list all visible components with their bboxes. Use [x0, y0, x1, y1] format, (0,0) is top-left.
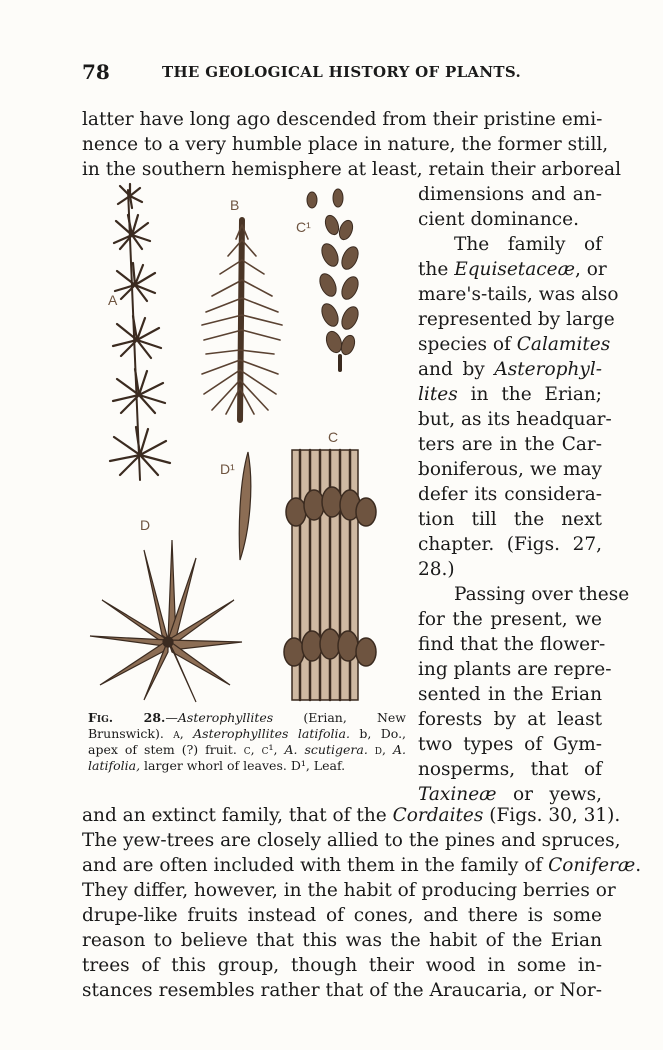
text-line: The yew-trees are closely allied to the pines and spruces,	[82, 830, 621, 851]
text-line: sented in the Erian	[418, 684, 602, 705]
caption-a-label: a,	[173, 726, 194, 741]
text-line: Passing over these	[454, 584, 630, 605]
specimen-a-stem-icon	[110, 184, 170, 480]
caption-d-name: A. latifolia,	[88, 742, 406, 773]
text-line: forests by at least	[418, 709, 602, 730]
text-line: but, as its headquar-	[418, 409, 612, 430]
text-line: lites in the Erian;	[418, 384, 602, 405]
caption-d1-text: D¹, Leaf.	[290, 758, 346, 773]
text-line: trees of this group, though their wood in some in-	[82, 955, 602, 976]
specimen-d-whorl-icon	[90, 540, 242, 702]
text-line: nence to a very humble place in nature, the former still,	[82, 134, 609, 155]
figure-28	[84, 180, 414, 710]
text-line: They differ, however, in the habit of producing berries or	[82, 880, 616, 901]
figure-number: Fig. 28.	[88, 710, 166, 725]
text-line: reason to believe that this was the habit of the Erian	[82, 930, 602, 951]
caption-genus: Asterophyllites	[177, 710, 274, 725]
label-d: D	[140, 517, 151, 533]
caption-b-text: b, Do., apex of stem (?) fruit.	[88, 726, 407, 757]
specimen-c1-spike-icon	[307, 189, 361, 370]
text-line: 28.)	[418, 559, 455, 580]
text-line: find that the flower-	[418, 634, 606, 655]
text-line: nosperms, that of	[418, 759, 602, 780]
label-b: B	[230, 197, 240, 213]
caption-a-name: Asterophyllites latifolia.	[193, 726, 350, 741]
text-line: cient dominance.	[418, 209, 579, 230]
text-line: represented by large	[418, 309, 615, 330]
caption-c-name: A. scutigera.	[284, 742, 368, 757]
label-a: A	[108, 292, 118, 308]
text-line: chapter. (Figs. 27,	[418, 534, 602, 555]
caption-locality: (Erian, New Brunswick).	[88, 710, 406, 741]
text-line: and an extinct family, that of the Cordaites (Figs. 30, 31).	[82, 805, 621, 826]
running-title: THE GEOLOGICAL HISTORY OF PLANTS.	[162, 63, 521, 81]
text-line: boniferous, we may	[418, 459, 602, 480]
text-line: The family of	[454, 234, 602, 255]
caption-dash: —	[165, 710, 178, 725]
text-line: mare's-tails, was also	[418, 284, 619, 305]
text-line: in the southern hemisphere at least, retain their arboreal	[82, 159, 621, 180]
caption-d-label: d,	[367, 742, 393, 757]
text-line: drupe-like fruits instead of cones, and there is some	[82, 905, 602, 926]
specimen-b-apex-icon	[202, 220, 282, 420]
figure-caption	[88, 710, 406, 774]
text-line: stances resembles rather that of the Araucaria, or Nor-	[82, 980, 602, 1001]
text-line: dimensions and an-	[418, 184, 602, 205]
text-line: two types of Gym-	[418, 734, 602, 755]
caption-d-text: larger whorl of leaves.	[140, 758, 291, 773]
text-line: defer its considera-	[418, 484, 602, 505]
text-line: and are often included with them in the family of Coniferæ.	[82, 855, 642, 876]
caption-c-labels: c, c¹,	[243, 742, 285, 757]
specimen-d1-leaf-icon	[239, 452, 251, 560]
text-line: and by Asterophyl-	[418, 359, 602, 380]
text-line: species of Calamites	[418, 334, 611, 355]
label-c1: C¹	[296, 219, 311, 235]
label-c: C	[328, 429, 339, 445]
text-line: latter have long ago descended from their pristine emi-	[82, 109, 603, 130]
text-line: ing plants are repre-	[418, 659, 612, 680]
text-line: for the present, we	[418, 609, 602, 630]
text-line: ters are in the Car-	[418, 434, 602, 455]
text-line: tion till the next	[418, 509, 602, 530]
text-line: Taxineæ or yews,	[418, 784, 602, 805]
label-d1: D¹	[220, 461, 235, 477]
text-line: the Equisetaceæ, or	[418, 259, 607, 280]
specimen-c-stem-icon	[284, 450, 376, 700]
page-header	[82, 60, 602, 84]
figure-illustration	[84, 180, 414, 710]
page-number: 78	[82, 60, 110, 84]
